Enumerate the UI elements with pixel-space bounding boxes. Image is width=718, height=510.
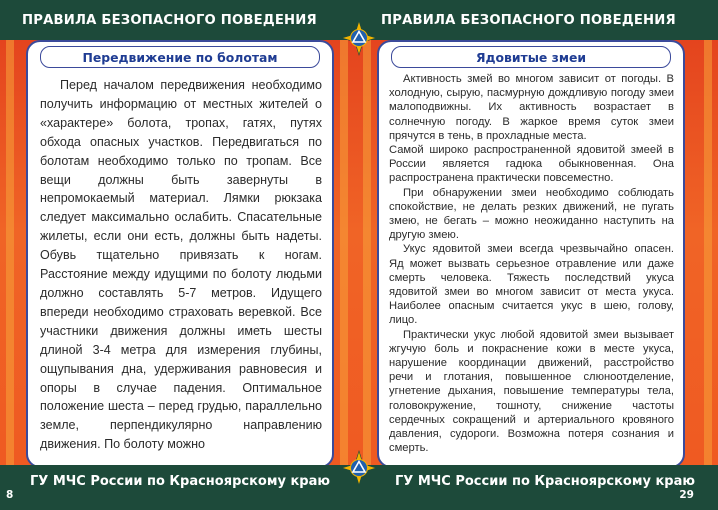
left-header	[0, 0, 359, 40]
right-content-card	[377, 40, 685, 468]
mchs-emblem-icon	[339, 18, 379, 58]
left-card-title: Передвижение по болотам	[40, 46, 320, 68]
right-page-number: 29	[679, 489, 694, 501]
right-page	[359, 0, 718, 510]
right-footer	[359, 465, 718, 510]
right-decor-stripe-2	[704, 40, 712, 465]
left-header-title: ПРАВИЛА БЕЗОПАСНОГО ПОВЕДЕНИЯ	[22, 12, 317, 28]
right-paragraph-2: Самой широко распространенной ядовитой змеей в России является гадюка обыкновенная. Она распространена практически повсеместно.	[389, 144, 674, 185]
right-paragraph-5: Практически укус любой ядовитой змеи вызывает жгучую боль и покраснение кожи в месте укуса, нарушение координации движений, расстройство речи и глотания, повышенное слюноотделение, угнетение дыхания, повышение температуры тела, головокружение, тошноту, снижение частоты сердечных сокращений и артериального кровяного давления, судороги. Возможна потеря сознания и смерть.	[389, 328, 674, 455]
right-decor-stripe	[363, 40, 371, 465]
right-body-text	[389, 72, 674, 455]
left-page-number: 8	[6, 489, 14, 501]
left-decor-stripe	[6, 40, 14, 465]
left-decor-stripe-2	[340, 40, 348, 465]
right-paragraph-4: Укус ядовитой змеи всегда чрезвычайно опасен. Яд может вызвать серьезное отравление или даже смерть человека. Тяжесть последствий укуса ядовитой змеи во многом зависит от места укуса. Наиболее опасным считается укус в шею, голову, лицо.	[389, 243, 674, 327]
right-paragraph-1: Активность змей во многом зависит от погоды. В холодную, сырую, пасмурную дождливую погоду змеи малоподвижны. Их активность возрастает в солнечную погоду. В жаркое время суток змеи прячутся в тень, в прохладные места.	[389, 73, 674, 142]
right-footer-title: ГУ МЧС России по Красноярскому краю	[395, 474, 695, 489]
left-paragraph: Перед началом передвижения необходимо получить информацию от местных жителей о «характере» болота, тропах, гатях, путях обхода опасных участков. Передвигаться по болотам необходимо только по тропам. Все вещи должны быть завернуты в непромокаемый материал. Лямки рюкзака следует максимально ослабить. Спасательные жилеты, если они есть, должны быть надеты. Обувь тщательно привязать к ногам. Расстояние между идущими по болоту людьми должно составлять 5-7 метров. Идущего впереди необходимо страховать веревкой. Все участники движения должны иметь шесты длиной 3-4 метра для измерения глубины, ощупывания дна, удерживания равновесия и опоры в случае падения. Оптимальное положение шеста – перед грудью, параллельно земле, перпендикулярно направлению движения. По болоту можно	[40, 78, 322, 452]
right-card-title: Ядовитые змеи	[391, 46, 671, 68]
right-header	[359, 0, 718, 40]
left-footer-title: ГУ МЧС России по Красноярскому краю	[30, 474, 330, 489]
right-header-title: ПРАВИЛА БЕЗОПАСНОГО ПОВЕДЕНИЯ	[381, 12, 676, 28]
left-content-card	[26, 40, 334, 468]
mchs-emblem-icon	[339, 448, 379, 488]
left-footer	[0, 465, 359, 510]
left-body-text	[40, 76, 322, 454]
right-paragraph-3: При обнаружении змеи необходимо соблюдать спокойствие, не делать резких движений, не пугать змею, не бегать – можно неожиданно наступить на другую змею.	[389, 186, 674, 242]
